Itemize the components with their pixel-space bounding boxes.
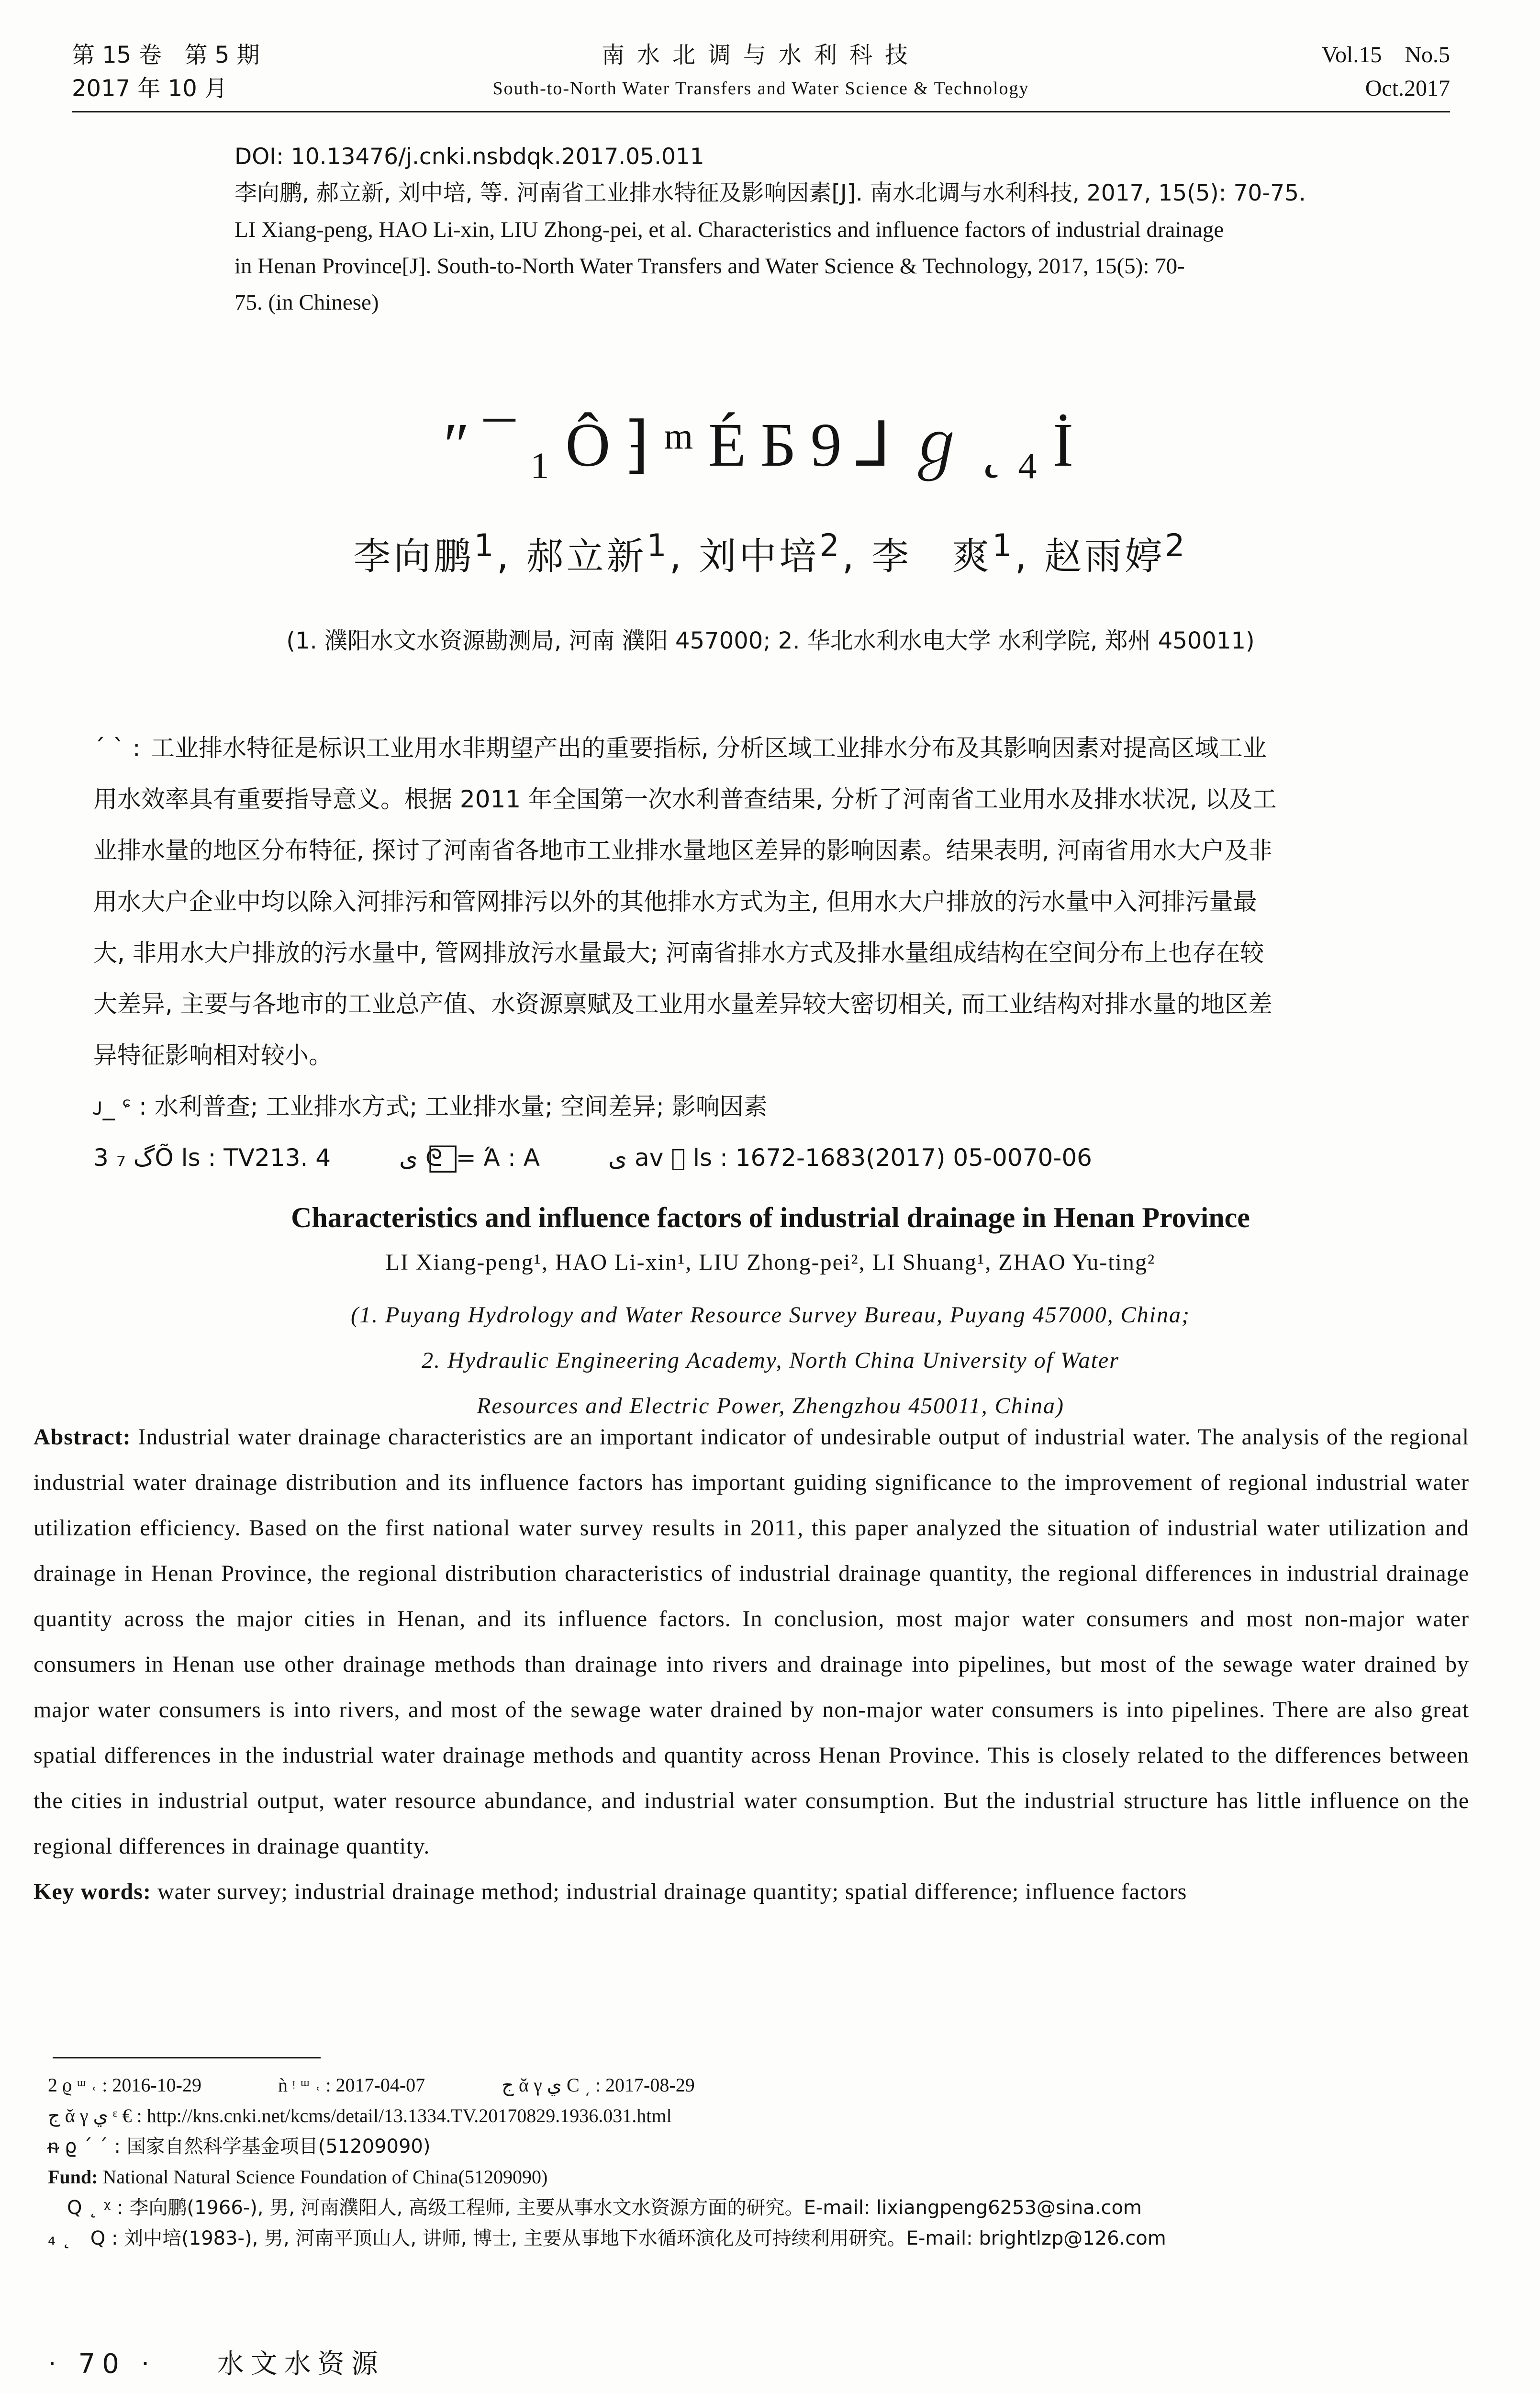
header-right <box>1322 38 1450 105</box>
header-center <box>407 38 1115 105</box>
citation-en-line: in Henan Province[J]. South-to-North Water Transfers and Water Science & Technology, 2017, 15(5): 70- <box>234 254 1185 279</box>
footnote-corresponding-author: ₄ ˛ Q : 刘中培(1983-), 男, 河南平顶山人, 讲师, 博士, 主要从事地下水循环演化及可持续利用研究。E-mail: brightlzp@126.com <box>48 2227 1166 2249</box>
abstract-zh-line: 用水效率具有重要指导意义。根据 2011 年全国第一次水利普查结果, 分析了河南省工业用水及排水状况, 以及工 <box>93 785 1277 813</box>
fund-label: Fund: <box>48 2166 98 2188</box>
abstract-en-body: Industrial water drainage characteristics are an important indicator of undesirable output of industrial water. The analysis of the regional industrial water drainage distribution and its influence factors has important guiding significance to the improvement of regional industrial water utilization efficiency. Based on the first national water survey results in 2011, this paper analyzed the situation of industrial water utilization and drainage in Henan Province, the regional distribution characteristics of industrial drainage quantity, the regional differences in industrial drainage quantity across the major cities in Henan, and its influence factors. In conclusion, most major water consumers and most non-major water consumers in Henan use other drainage methods than drainage into rivers and drainage into pipelines, but most of the sewage water drained by major water consumers is into rivers, and most of the sewage water drained by non-major water consumers is into pipelines. There are also great spatial differences in the industrial water drainage methods and quantity across Henan Province. This is closely related to the differences between the cities in industrial output, water resource abundance, and industrial water consumption. But the industrial structure has little influence on the regional differences in drainage quantity. <box>33 1424 1470 1859</box>
affiliation-en <box>144 1292 1397 1429</box>
journal-name-zh: 南水北调与水利科技 <box>601 42 920 68</box>
page-number: · 70 · <box>48 2348 156 2380</box>
citation-en-line: LI Xiang-peng, HAO Li-xin, LIU Zhong-pei, et al. Characteristics and influence factors of industrial drainage <box>234 217 1224 242</box>
citation-zh: 李向鹏, 郝立新, 刘中培, 等. 河南省工业排水特征及影响因素[J]. 南水北调与水利科技, 2017, 15(5): 70-75. <box>234 180 1306 206</box>
article-title-zh: ″¯₁Ô⁆ᵐÉБ9⅃ℊ˛₄İ <box>444 411 1088 480</box>
abstract-en <box>33 1414 1469 1914</box>
affiliation-en-line: (1. Puyang Hydrology and Water Resource Survey Bureau, Puyang 457000, China; <box>351 1302 1190 1328</box>
abstract-zh <box>93 723 1428 1184</box>
document-code-label: ی ᘓ ⃞ = Ά : <box>399 1144 516 1172</box>
footnote-dates: 2 ϱ ᵚ ˓ : 2016-10-29 ǹ ᵎ ᵚ ˓ : 2017-04-07 ج ᾰ γ ي Ϲ ͵ : 2017-08-29 <box>48 2074 695 2096</box>
citation-block <box>234 139 1460 321</box>
page-footer <box>48 2343 385 2381</box>
abstract-zh-line: ˊ ˋ : 工业排水特征是标识工业用水非期望产出的重要指标, 分析区域工业排水分布及其影响因素对提高区域工业 <box>93 723 1428 774</box>
header-rule <box>72 111 1450 112</box>
keywords-en-label: Key words: <box>33 1879 151 1904</box>
publication-date: 2017 年 10 月 <box>72 75 228 102</box>
author-affil-mark: 1 <box>474 528 497 564</box>
affiliation-en-line: Resources and Electric Power, Zhengzhou 450011, China) <box>477 1393 1064 1419</box>
footnote-online-url: ج ᾰ γ ي ᵋ € : http://kns.cnki.net/kcms/detail/13.1334.TV.20170829.1936.031.html <box>48 2105 672 2126</box>
abstract-zh-line: 用水大户企业中均以除入河排污和管网排污以外的其他排水方式为主, 但用水大户排放的污水量中入河排污量最 <box>93 888 1257 916</box>
volume-issue-en: Vol.15 No.5 <box>1321 42 1450 67</box>
author-list-zh: 李向鹏$^1$, 郝立新$^1$, 刘中培$^2$, 李 爽$^1$, 赵雨婷$^2$ <box>353 528 1188 578</box>
author-name: 李 爽 <box>871 535 993 578</box>
author-affil-mark: 1 <box>992 528 1015 564</box>
article-id-value: 1672-1683(2017) 05-0070-06 <box>735 1144 1092 1172</box>
section-name: 水文水资源 <box>217 2348 385 2380</box>
footnote-fund-zh: ᵰ ϱ ˊ ˊ : 国家自然科学基金项目(51209090) <box>48 2136 431 2158</box>
document-code-value: A <box>523 1144 540 1172</box>
author-name: 赵雨婷 <box>1044 535 1165 578</box>
classification-label: 3 ₇ گÕ ls : <box>93 1144 216 1172</box>
citation-en-line: 75. (in Chinese) <box>234 290 379 315</box>
doi: DOI: 10.13476/j.cnki.nsbdqk.2017.05.011 <box>234 144 704 170</box>
running-header <box>72 38 1450 110</box>
article-id-label: ی av ⃞ ls : <box>608 1144 728 1172</box>
keywords-en: water survey; industrial drainage method; industrial drainage quantity; spatial difference; influence factors <box>157 1879 1187 1904</box>
affiliation-en-line: 2. Hydraulic Engineering Academy, North China University of Water <box>422 1348 1119 1373</box>
abstract-zh-line: 大差异, 主要与各地市的工业总产值、水资源禀赋及工业用水量差异较大密切相关, 而工业结构对排水量的地区差 <box>93 990 1272 1018</box>
publication-date-en: Oct.2017 <box>1365 76 1450 101</box>
abstract-en-label: Abstract: <box>33 1424 131 1450</box>
author-affil-mark: 2 <box>819 528 842 564</box>
author-name: 郝立新 <box>526 535 647 578</box>
author-affil-mark: 1 <box>647 528 670 564</box>
classification-line <box>93 1132 1428 1184</box>
article-title-en: Characteristics and influence factors of industrial drainage in Henan Province <box>291 1202 1250 1233</box>
abstract-zh-label: ˊ ˋ : <box>93 734 141 762</box>
header-left <box>72 38 260 105</box>
journal-name-en: South-to-North Water Transfers and Water Science & Technology <box>492 78 1029 99</box>
footnote-first-author: Q ˛ ᵡ : 李向鹏(1966-), 男, 河南濮阳人, 高级工程师, 主要从事水文水资源方面的研究。E-mail: lixiangpeng6253@sina.com <box>48 2197 1142 2219</box>
footnotes <box>48 2070 1484 2254</box>
abstract-zh-line: 大, 非用水大户排放的污水量中, 管网排放污水量最大; 河南省排水方式及排水量组成结构在空间分布上也存在较 <box>93 939 1264 967</box>
volume-issue: 第 15 卷 第 5 期 <box>72 42 260 68</box>
keywords-zh: ᴊ_ ᶝ : 水利普查; 工业排水方式; 工业排水量; 空间差异; 影响因素 <box>93 1093 768 1120</box>
author-affil-mark: 2 <box>1165 528 1188 564</box>
author-name: 李向鹏 <box>353 535 474 578</box>
affiliation-zh: (1. 濮阳水文水资源勘测局, 河南 濮阳 457000; 2. 华北水利水电大学 水利学院, 郑州 450011) <box>286 627 1255 654</box>
author-name: 刘中培 <box>699 535 820 578</box>
classification-value: TV213. 4 <box>223 1144 331 1172</box>
footnote-rule <box>53 2057 321 2058</box>
keywords-zh-label: ᴊ_ ᶝ : <box>93 1093 147 1120</box>
footnote-fund-en: Fund: National Natural Science Foundation of China(51209090) <box>48 2166 548 2188</box>
abstract-zh-line: 业排水量的地区分布特征, 探讨了河南省各地市工业排水量地区差异的影响因素。结果表明, 河南省用水大户及非 <box>93 837 1272 864</box>
author-list-en: LI Xiang-peng¹, HAO Li-xin¹, LIU Zhong-pei², LI Shuang¹, ZHAO Yu-ting² <box>385 1250 1156 1275</box>
abstract-zh-line: 异特征影响相对较小。 <box>93 1041 333 1069</box>
